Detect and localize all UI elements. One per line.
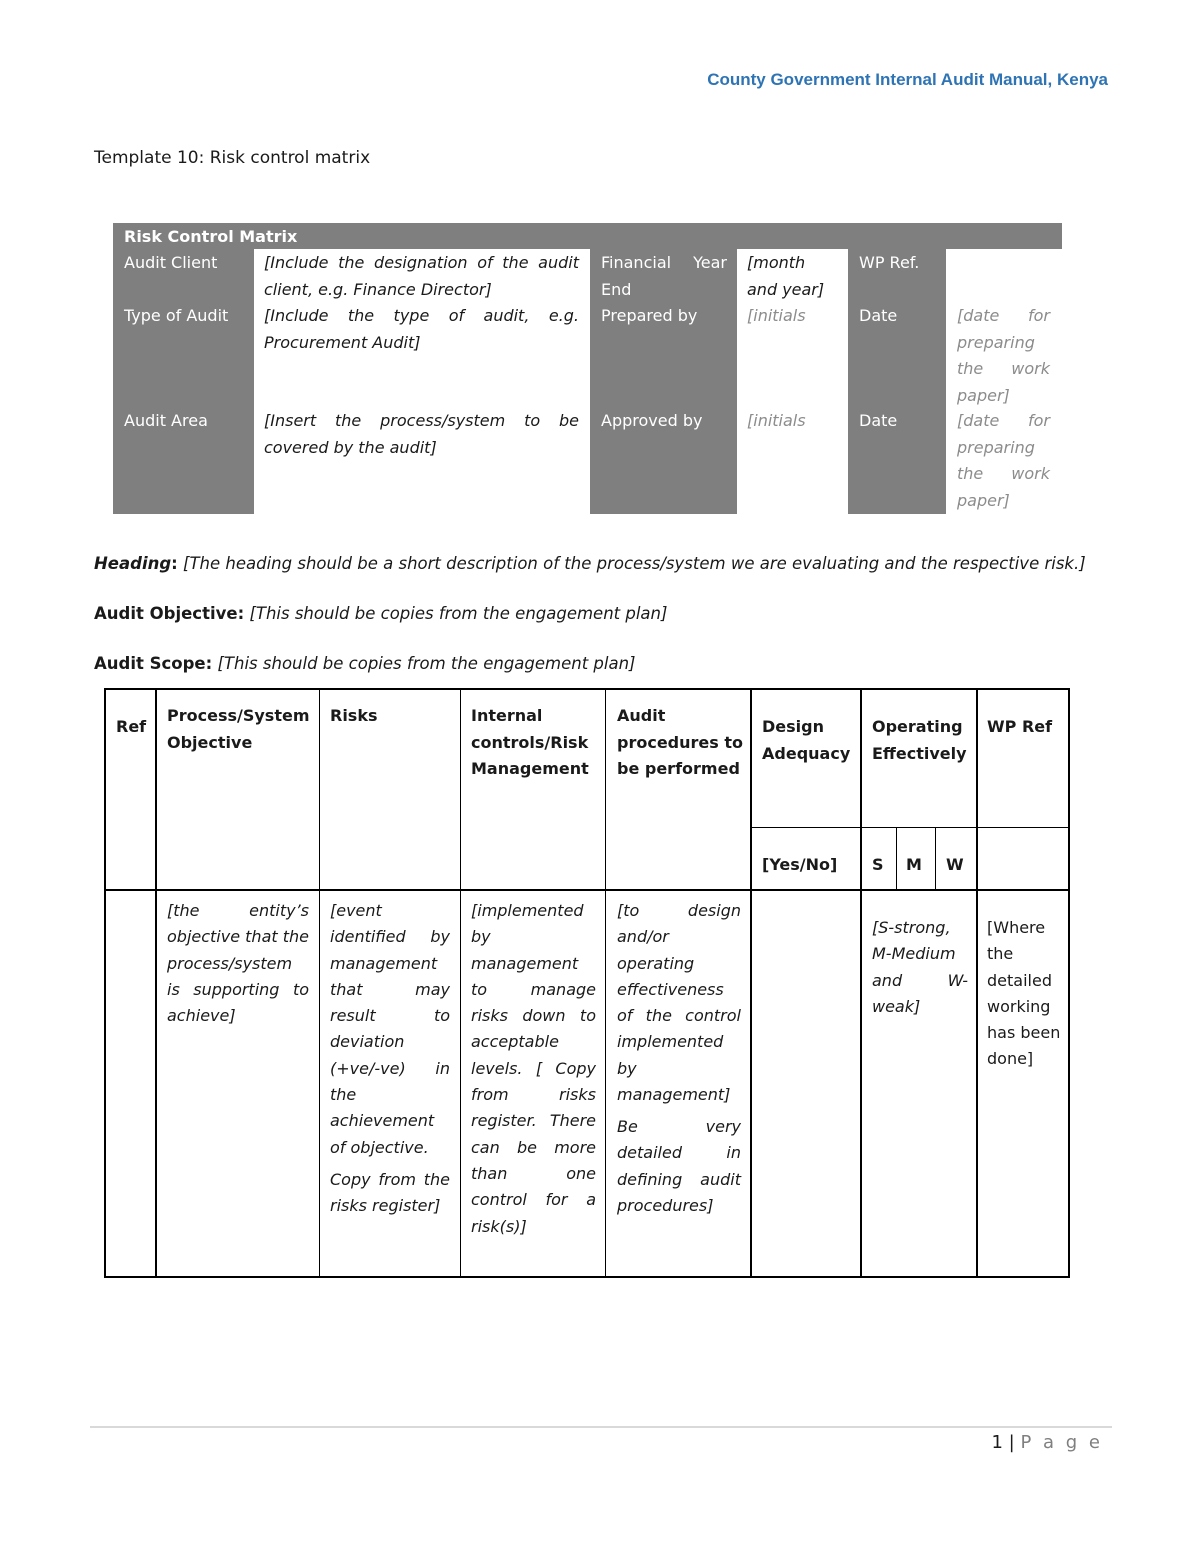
cell-audit-procedures: [to design and/or operating effectiveness of the control implemented by management] xyxy=(617,901,741,1105)
header-operating-effectively: Operating Effectively xyxy=(872,717,967,763)
cell-process-objective: [the entity’s objective that the process/system is supporting to achieve] xyxy=(167,901,309,1026)
table-col-line xyxy=(896,827,897,890)
cell-audit-procedures-detail: Be very detailed in defining audit procedures] xyxy=(617,1117,741,1215)
heading-text: [The heading should be a short description of the process/system we are evaluating and the respective risk.] xyxy=(183,554,1086,573)
page-number: 1 | P a g e xyxy=(991,1432,1103,1453)
header-process-objective: Process/System Objective xyxy=(167,706,310,752)
table-col-line xyxy=(460,688,461,1278)
template-title: Template 10: Risk control matrix xyxy=(94,148,371,168)
prepared-by-value: [initials xyxy=(747,306,806,325)
header-ref: Ref xyxy=(116,717,147,736)
audit-objective-text: [This should be copies from the engagement plan] xyxy=(249,604,668,623)
header-audit-procedures: Audit procedures to be performed xyxy=(617,706,743,778)
cell-risks-copy: Copy from the risks register] xyxy=(330,1170,450,1216)
date-value-prepared: [date for preparing the work paper] xyxy=(957,306,1050,405)
header-medium: M xyxy=(906,855,922,874)
date-label-approved: Date xyxy=(859,411,898,430)
header-risks: Risks xyxy=(330,706,378,725)
audit-scope-text: [This should be copies from the engagement plan] xyxy=(217,654,636,673)
table-col-line xyxy=(750,688,752,1278)
cell-wp-ref: [Where the detailed working has been done] xyxy=(987,918,1061,1069)
audit-area-value: [Insert the process/system to be covered by the audit] xyxy=(264,411,579,457)
header-wp-ref: WP Ref xyxy=(987,717,1053,736)
financial-year-end-label: Financial Year End xyxy=(601,253,727,299)
cell-risks-main: [event identified by management that may result to deviation (+ve/-ve) in the achievement of objective. xyxy=(330,901,450,1157)
table-col-line xyxy=(976,688,978,1278)
document-header-title: County Government Internal Audit Manual, Kenya xyxy=(707,70,1108,89)
type-of-audit-label: Type of Audit xyxy=(124,306,229,325)
wp-ref-label: WP Ref. xyxy=(859,253,920,272)
header-design-adequacy: Design Adequacy xyxy=(762,717,851,763)
table-col-line xyxy=(605,688,606,1278)
footer-divider xyxy=(90,1426,1112,1428)
header-internal-controls: Internal controls/Risk Management xyxy=(471,706,589,778)
audit-objective-label: Audit Objective xyxy=(94,604,238,623)
table-subheader-divider xyxy=(750,827,1070,828)
page-number-value: 1 xyxy=(991,1432,1003,1453)
table-col-line xyxy=(1068,688,1070,1278)
table-header-divider xyxy=(104,889,1070,891)
table-border-top xyxy=(104,688,1070,690)
table-col-line xyxy=(935,827,936,890)
audit-area-label: Audit Area xyxy=(124,411,208,430)
header-strong: S xyxy=(872,855,884,874)
table-col-line xyxy=(155,688,157,1278)
table-border-bottom xyxy=(104,1276,1070,1278)
header-yes-no: [Yes/No] xyxy=(762,855,838,874)
audit-objective-paragraph: Audit Objective: [This should be copies from the engagement plan] xyxy=(94,604,668,623)
page-label: P a g e xyxy=(1020,1432,1103,1453)
date-label-prepared: Date xyxy=(859,306,898,325)
prepared-by-label: Prepared by xyxy=(601,306,698,325)
type-of-audit-value: [Include the type of audit, e.g. Procurement Audit] xyxy=(264,306,579,352)
approved-by-value: [initials xyxy=(747,411,806,430)
heading-label: Heading xyxy=(94,554,172,573)
audit-client-label: Audit Client xyxy=(124,253,218,272)
financial-year-end-value: [month and year] xyxy=(747,253,825,299)
heading-paragraph: Heading: [The heading should be a short description of the process/system we are evaluating and the respective risk.] xyxy=(94,554,1086,573)
audit-scope-label: Audit Scope xyxy=(94,654,206,673)
table-col-line xyxy=(860,688,862,1278)
rcm-title: Risk Control Matrix xyxy=(113,223,1062,249)
audit-scope-paragraph: Audit Scope: [This should be copies from the engagement plan] xyxy=(94,654,636,673)
header-weak: W xyxy=(946,855,964,874)
cell-internal-controls: [implemented by management to manage risks down to acceptable levels. [ Copy from risks register. There can be more than one control for a risk(s)] xyxy=(471,901,596,1236)
cell-operating-effectively: [S-strong, M-Medium and W-weak] xyxy=(872,918,968,1016)
table-col-line xyxy=(319,688,320,1278)
audit-client-value: [Include the designation of the audit client, e.g. Finance Director] xyxy=(264,253,579,299)
table-col-line xyxy=(104,688,106,1278)
approved-by-label: Approved by xyxy=(601,411,703,430)
date-value-approved: [date for preparing the work paper] xyxy=(957,411,1050,510)
